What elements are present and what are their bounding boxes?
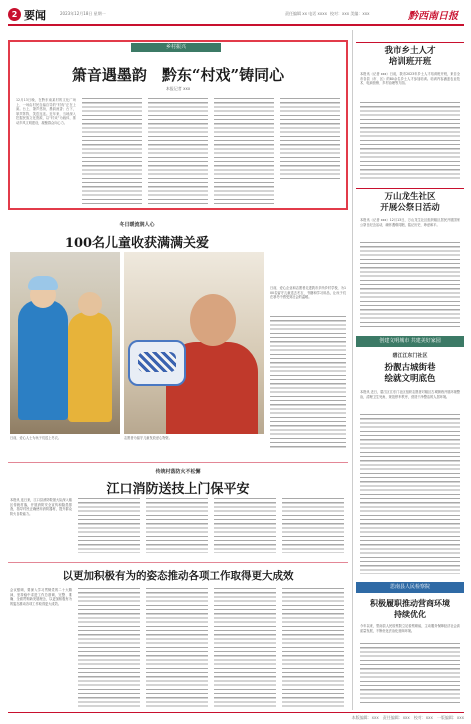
bottom-body-col-2: [78, 588, 140, 708]
right-story-2-more: [360, 242, 460, 330]
right-story-2-body: 本报讯（记者 xxx）12月13日，万山龙生社区组织辖区居民开展国家公祭日纪念活动，缅怀遇难同胞，铭记历史，珍爱和平。: [360, 218, 460, 227]
fire-body-col-1: 本报讯 连日来，江口县消防救援大队深入辖区传统村落，开展消防安全宣传和隐患排查，指导村民正确使用消防器材，提升群众防火自救能力。: [10, 498, 72, 516]
right-story-4-title: 积极履职推动营商环境 持续优化: [370, 598, 450, 619]
fire-body-col-5: [282, 498, 344, 553]
middle-kicker: 冬日暖流润人心: [119, 222, 155, 228]
photo-children: [10, 252, 120, 434]
lead-body-col-1: 12月13日晚，在黔东南某村的文化广场上，一场由村民自编自导的“村戏”正在上演。台上，箫声悠扬，墨韵流香；台下，掌声阵阵，笑语连连。近年来，当地深入挖掘民族文化资源，以“村戏”为载体，推动乡风文明建设，凝聚群众向心力。: [16, 98, 76, 125]
fire-body-col-4: [214, 498, 276, 553]
lead-story: [8, 40, 348, 210]
page-number-badge: 2: [8, 8, 21, 21]
lead-body-col-4: [214, 98, 274, 204]
lead-body-col-2: [82, 98, 142, 204]
middle-story: [8, 218, 348, 458]
right-story-4-more: [360, 643, 460, 705]
photo-volunteer: [124, 252, 264, 434]
middle-body: 日前，爱心企业和志愿者走进我市多所乡村学校，为100名留守儿童送去冬衣、书籍和学习用品，让孩子们在寒冬中感受到社会的温暖。: [270, 286, 346, 300]
right-story-3-kicker: 碧江江东门社区: [392, 353, 428, 359]
lead-title: 箫音遇墨韵 黔东“村戏”铸同心: [71, 66, 285, 84]
fire-kicker: 传统村落防火不松懈: [155, 469, 201, 475]
right-story-3-title: 扮靓古城街巷 绘就文明底色: [384, 363, 436, 384]
date-line: 2023年12月18日 星期一: [60, 11, 106, 16]
volunteer-head: [190, 294, 236, 346]
bottom-title: 以更加积极有为的姿态推动各项工作取得更大成效: [62, 570, 294, 582]
right-story-2-title: 万山龙生社区 开展公祭日活动: [380, 192, 440, 213]
check-line: 校对：xxx 美编：xxx: [330, 11, 370, 16]
right-story-4-body: 今年以来，思南县人民检察院立足检察职能，主动服务保障经济社会高质量发展，不断优化法治化营商环境。: [360, 624, 460, 633]
fire-story: [8, 468, 348, 558]
fire-title: 江口消防送技上门保平安: [106, 482, 250, 497]
mid-divider: [8, 462, 348, 463]
bottom-body-col-4: [214, 588, 276, 708]
bottom-body-col-5: [282, 588, 344, 708]
child-figure-1: [18, 300, 68, 420]
right-story-1-body: 本报讯（记者 xxx）日前，我市2023年乡土人才培训班开班，来自全市各县（市、区）的80余名乡土人才参加培训。培训内容涵盖农业技术、电商营销、乡村治理等方面。: [360, 72, 460, 86]
section-name: 要闻: [24, 9, 46, 22]
fire-body-col-2: [78, 498, 140, 553]
bottom-body-col-3: [146, 588, 208, 708]
fire-body-col-3: [146, 498, 208, 553]
right-column-divider: [352, 30, 353, 710]
right-top-rule: [356, 42, 464, 43]
bottom-story: [8, 566, 348, 710]
child-hat-1: [28, 276, 58, 290]
middle-caption-left: 日前，爱心人士为孩子们送上冬衣。: [10, 436, 61, 440]
middle-caption-right: 志愿者为留守儿童发放爱心物资。: [124, 436, 172, 440]
right-column: [356, 30, 464, 710]
footer-rule: [8, 712, 464, 713]
bottom-divider: [8, 562, 348, 563]
footer-text: 本版编辑：xxx 责任编辑：xxx 校对：xxx 一版编辑：xxx: [351, 715, 464, 720]
right-story-3-more: [360, 414, 460, 574]
gift-bundle-pattern: [138, 352, 176, 372]
bottom-body-col-1: 会议强调，要深入学习贯彻党的二十大精神，坚持稳中求进工作总基调，完整、准确、全面贯彻新发展理念，以更加积极有为的姿态推动各项工作取得更大成效。: [10, 588, 72, 606]
lead-body-col-5: [280, 98, 340, 182]
middle-body-more: [270, 316, 346, 448]
lead-kicker: 乡村振兴: [131, 43, 221, 52]
child-figure-2: [68, 312, 112, 422]
child-head-2: [78, 292, 102, 316]
right-rule-2: [356, 188, 464, 189]
masthead: [0, 0, 471, 24]
paper-logo: 黔西南日报: [408, 11, 458, 22]
right-banner-3: 创建文明城市 共建美好家园: [356, 336, 464, 347]
right-story-1-more: [360, 102, 460, 182]
editor-line: 责任编辑 xx 电话 xxxx: [285, 11, 328, 16]
right-story-1-title: 我市乡土人才 培训班开班: [384, 46, 436, 67]
lead-byline: 本报记者 xxx: [165, 86, 191, 91]
masthead-rule: [8, 24, 464, 26]
right-banner-4: 思南县人民检察院: [356, 582, 464, 593]
middle-title: 100名儿童收获满满关爱: [64, 236, 210, 251]
lead-body-col-3: [148, 98, 208, 204]
right-story-3-body: 本报讯 近日，碧江区江东门社区组织志愿者对辖区古城街巷开展环境整治，清理卫生死角，规范停车秩序，营造干净整洁的人居环境。: [360, 390, 460, 399]
